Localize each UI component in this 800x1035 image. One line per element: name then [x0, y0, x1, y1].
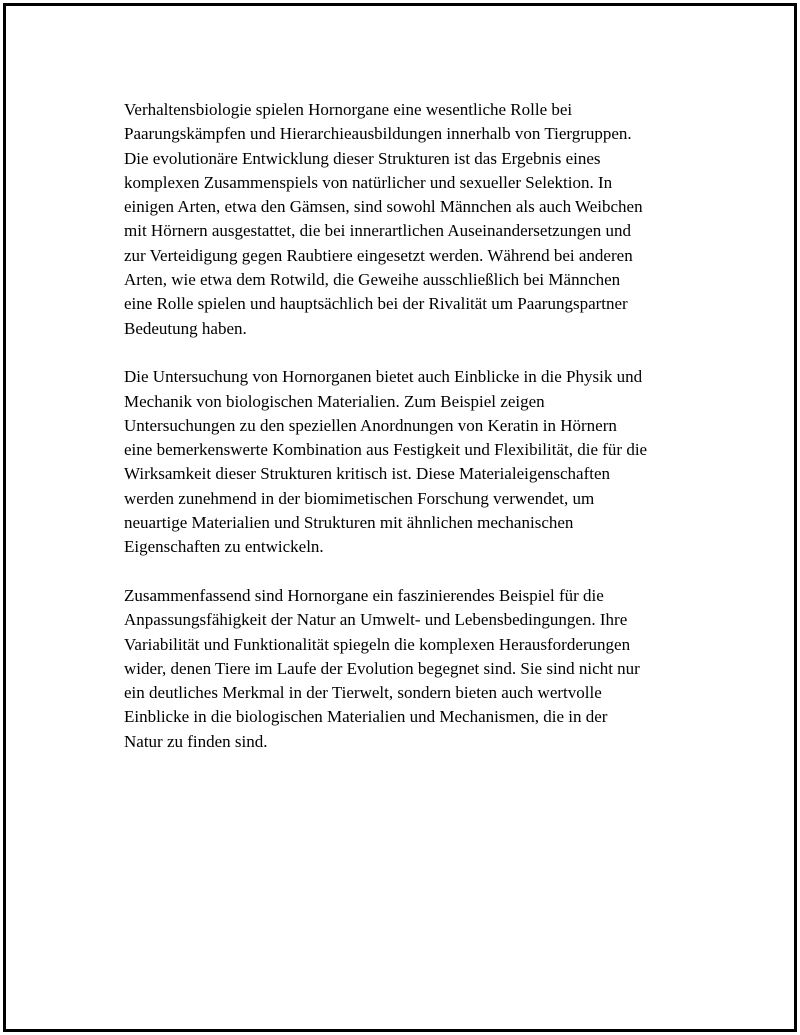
text-line: Arten, wie etwa dem Rotwild, die Geweihe ausschließlich bei Männchen — [124, 270, 621, 290]
text-line: Mechanik von biologischen Materialien. Zum Beispiel zeigen — [124, 391, 545, 411]
text-line: Die Untersuchung von Hornorganen bietet auch Einblicke in die Physik und — [124, 367, 643, 387]
text-line: Einblicke in die biologischen Materialien und Mechanismen, die in der — [124, 707, 608, 727]
paragraph-2 — [124, 365, 704, 559]
text-line: eine Rolle spielen und hauptsächlich bei der Rivalität um Paarungspartner — [124, 294, 628, 314]
text-line: einigen Arten, etwa den Gämsen, sind sowohl Männchen als auch Weibchen — [124, 197, 643, 217]
paragraph-1 — [124, 98, 704, 341]
text-line: ein deutliches Merkmal in der Tierwelt, sondern bieten auch wertvolle — [124, 683, 602, 703]
text-line: neuartige Materialien und Strukturen mit ähnlichen mechanischen — [124, 513, 574, 533]
document-body — [124, 98, 704, 778]
text-line: mit Hörnern ausgestattet, die bei innerartlichen Auseinandersetzungen und — [124, 221, 632, 241]
text-line: wider, denen Tiere im Laufe der Evolution begegnet sind. Sie sind nicht nur — [124, 658, 640, 678]
text-line: komplexen Zusammenspiels von natürlicher und sexueller Selektion. In — [124, 172, 613, 192]
text-line: Bedeutung haben. — [124, 318, 247, 338]
text-line: Die evolutionäre Entwicklung dieser Strukturen ist das Ergebnis eines — [124, 148, 601, 168]
text-line: eine bemerkenswerte Kombination aus Festigkeit und Flexibilität, die für die — [124, 440, 648, 460]
text-line: Eigenschaften zu entwickeln. — [124, 537, 324, 557]
text-line: Verhaltensbiologie spielen Hornorgane eine wesentliche Rolle bei — [124, 100, 573, 119]
text-line: Untersuchungen zu den speziellen Anordnungen von Keratin in Hörnern — [124, 415, 617, 435]
text-line: Paarungskämpfen und Hierarchieausbildungen innerhalb von Tiergruppen. — [124, 124, 632, 144]
paragraph-3 — [124, 584, 704, 754]
text-line: Zusammenfassend sind Hornorgane ein faszinierendes Beispiel für die — [124, 585, 604, 605]
text-line: Variabilität und Funktionalität spiegeln die komplexen Herausforderungen — [124, 634, 631, 654]
text-line: werden zunehmend in der biomimetischen Forschung verwendet, um — [124, 488, 595, 508]
page-frame — [3, 3, 797, 1032]
text-line: Anpassungsfähigkeit der Natur an Umwelt- und Lebensbedingungen. Ihre — [124, 610, 628, 630]
text-line: Natur zu finden sind. — [124, 731, 268, 751]
text-line: zur Verteidigung gegen Raubtiere eingesetzt werden. Während bei anderen — [124, 245, 633, 265]
text-line: Wirksamkeit dieser Strukturen kritisch ist. Diese Materialeigenschaften — [124, 464, 611, 484]
